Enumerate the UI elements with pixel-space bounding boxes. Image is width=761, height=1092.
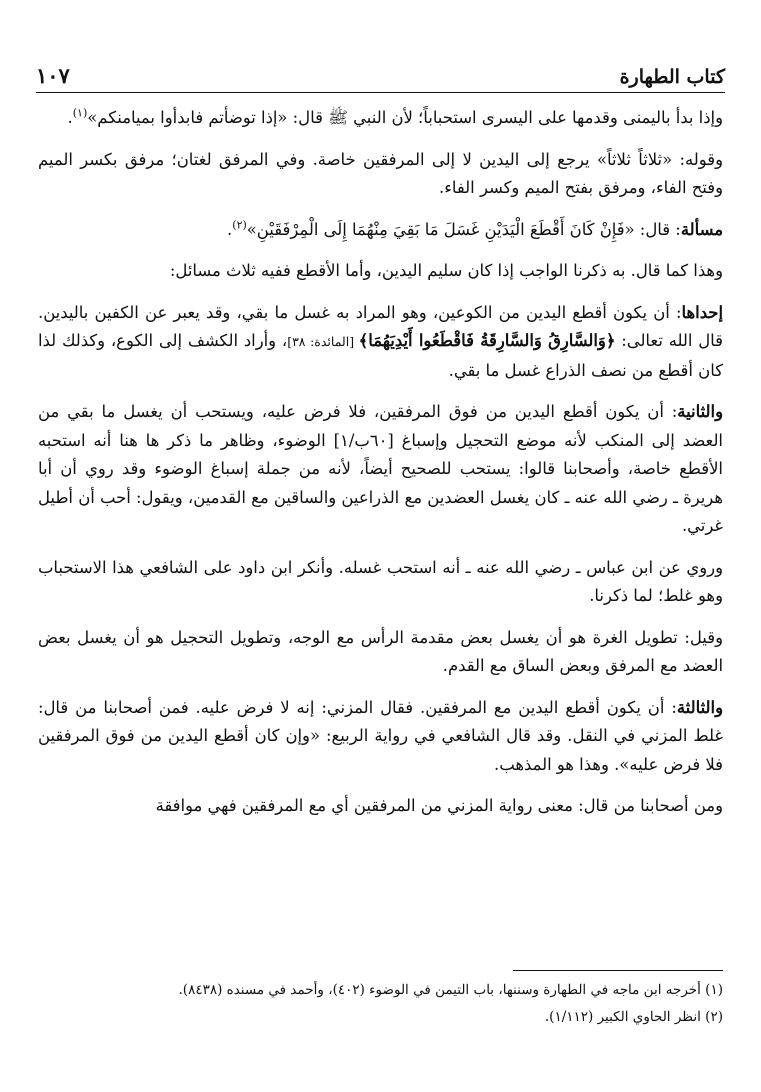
paragraph-text-end: .: [67, 108, 73, 127]
footnote-divider: [513, 970, 723, 971]
quran-verse: ﴿وَالسَّارِقُ وَالسَّارِقَةُ فَاقْطَعُوا أَيْدِيَهُمَا﴾: [358, 331, 616, 350]
paragraph-text: : أن يكون أقطع اليدين من فوق المرفقين، فلا فرض عليه، ويستحب أن يغسل ما بقي من العضد إلى المنكب لأنه موضع التحجيل وإسباغ [٦٠ب/١] الوضوء، وظاهر ما ذكر ها هنا أنه استحبه الأقطع خاصة، وأصحابنا قالوا: يستحب للصحيح أيضاً، لأنه من جملة إسباغ الوضوء وقد روي أن أبا هريرة ـ رضي الله عنه ـ كان يغسل العضدين مع الذراعين والساقين مع القدمين، ويقول: أحب أن أطيل غرتي.: [38, 402, 723, 535]
footnote: (١) أخرجه ابن ماجه في الطهارة وسننها، باب التيمن في الوضوء (٤٠٢)، وأحمد في مسنده (٨٤٣٨).: [178, 982, 723, 998]
paragraph: [38, 146, 723, 203]
paragraph-text: وقيل: تطويل الغرة هو أن يغسل بعض مقدمة الرأس مع الوجه، وتطويل التحجيل هو أن يغسل بعض العضد مع المرفق وبعض الساق مع القدم.: [38, 627, 723, 675]
footnote-marker: (١): [72, 106, 88, 120]
paragraph: [38, 624, 723, 681]
footnotes: [38, 970, 723, 1031]
paragraph-text: : أن يكون أقطع اليدين من الكوعين، وهو المراد به غسل ما بقي، وقد يعبر عن الكفين باليدين. قال الله تعالى:: [38, 302, 724, 350]
paragraph-text: ومن أصحابنا من قال: معنى رواية المزني من المرفقين أي مع المرفقين فهي موافقة: [155, 796, 723, 815]
book-title: كتاب الطهارة: [619, 66, 725, 88]
paragraph-text: وهذا كما قال. به ذكرنا الواجب إذا كان سليم اليدين، وأما الأقطع ففيه ثلاث مسائل:: [169, 261, 723, 280]
paragraph-text: : قال: «فَإِنْ كَانَ أَقْطَعَ الْيَدَيْنِ غَسَلَ مَا بَقِيَ مِنْهُمَا إِلَى الْمِرْفَقَيْنِ»: [246, 219, 681, 239]
paragraph: [38, 792, 723, 821]
paragraph: [38, 554, 723, 611]
page-number: ١٠٧: [36, 63, 70, 88]
verse-reference: [المائدة: ٣٨]: [287, 334, 359, 349]
paragraph-heading: والثانية: [677, 402, 723, 421]
paragraph-heading: مسألة: [680, 219, 723, 239]
paragraph: [38, 216, 723, 245]
paragraph-heading: إحداها: [681, 302, 723, 322]
paragraph-heading: والثالثة: [676, 697, 723, 717]
paragraph-text: وروي عن ابن عباس ـ رضي الله عنه ـ أنه استحب غسله. وأنكر ابن داود على الشافعي هذا الاستحباب وهو غلط؛ لما ذكرنا.: [38, 557, 723, 605]
main-text: [38, 98, 723, 834]
paragraph: [38, 104, 723, 133]
paragraph: [38, 257, 723, 286]
paragraph-text: : أن يكون أقطع اليدين مع المرفقين. فقال المزني: إنه لا فرض عليه. فمن أصحابنا من قال: غلط المزني في النقل. وقد قال الشافعي في رواية الربيع: «وإن كان أقطع اليدين من فوق المرفقين فلا فرض عليه». وهذا هو المذهب.: [38, 697, 723, 774]
page-header: [36, 54, 725, 93]
paragraph: [38, 694, 723, 780]
footnote: (٢) انظر الحاوي الكبير (١/١١٢).: [544, 1009, 723, 1025]
paragraph-text-end: ، وأراد الكشف إلى الكوع، وكذلك لذا كان أقطع من نصف الذراع غسل ما بقي.: [38, 331, 723, 380]
paragraph-text: وإذا بدأ باليمنى وقدمها على اليسرى استحباباً؛ لأن النبي ﷺ قال: «إذا توضأتم فابدأوا بميامنكم»: [87, 108, 723, 127]
footnote-marker: (٢): [232, 218, 247, 232]
paragraph: [38, 299, 723, 386]
paragraph-text: وقوله: «ثلاثاً ثلاثاً» يرجع إلى اليدين لا إلى المرفقين خاصة. وفي المرفق لغتان؛ مرفق بكسر الميم وفتح الفاء، ومرفق بفتح الميم وكسر الفاء.: [38, 149, 723, 197]
paragraph-text-end: .: [227, 219, 233, 239]
paragraph: [38, 398, 723, 541]
